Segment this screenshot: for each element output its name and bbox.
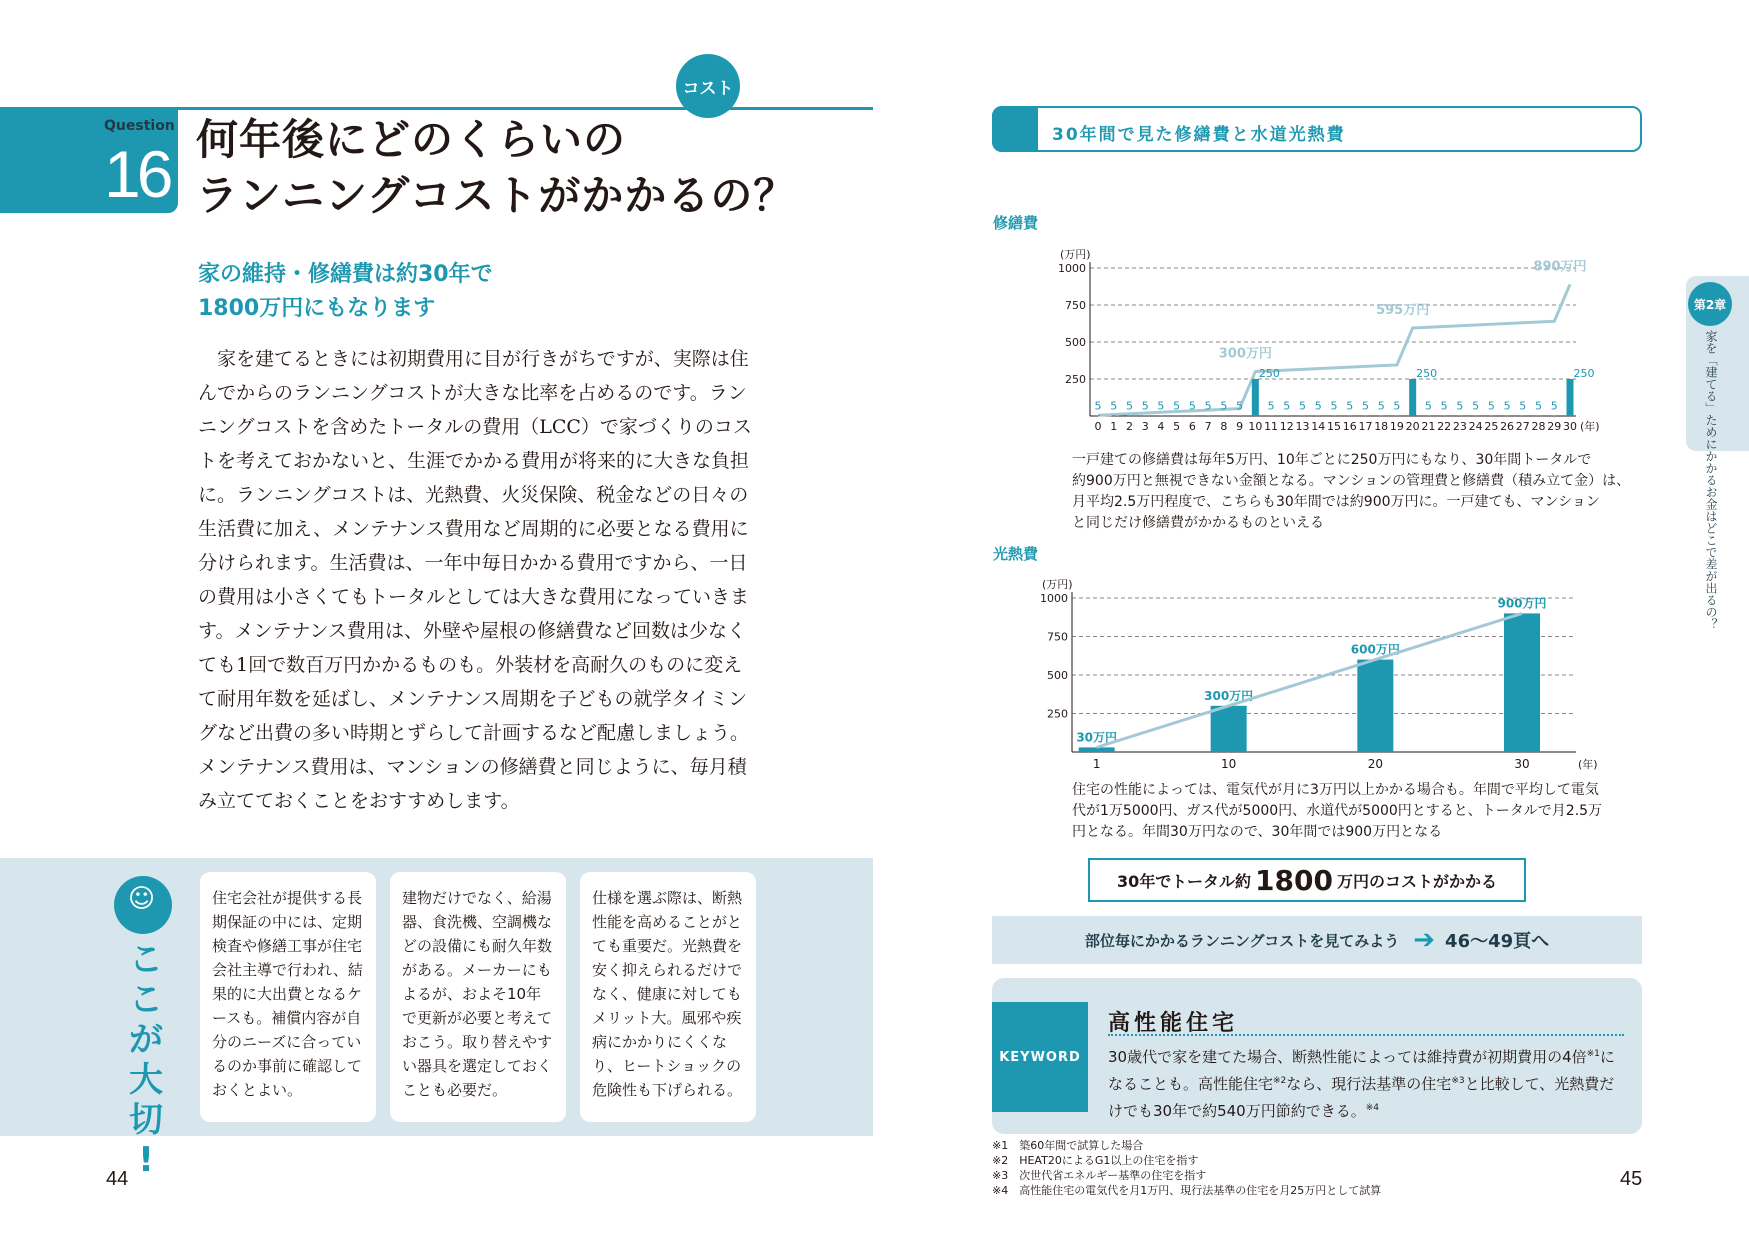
bar [1285,415,1289,416]
bar-value-label: 5 [1220,399,1228,413]
trend-line [1097,613,1522,747]
keyword-text [1108,1042,1628,1123]
y-tick-label: 1000 [1058,262,1086,275]
bar-value-label: 300万円 [1204,688,1254,703]
caption-line: 代が1万5000円、ガス代が5000円、水道代が5000円とすると、トータルで月2.5万 [1072,803,1603,819]
bar-value-label: 5 [1503,399,1511,413]
bar [1211,706,1247,752]
bar-value-label: 5 [1094,399,1102,413]
bar [1395,415,1399,416]
x-tick-label: 3 [1141,420,1149,433]
cross-reference-text: 部位毎にかかるランニングコストを見てみよう [1084,931,1400,950]
utility-cost-chart [1036,572,1616,772]
y-tick-label: 250 [1065,373,1086,386]
x-unit-label: (年) [1578,758,1598,771]
bar-value-label: 5 [1346,399,1354,413]
keyword-label: KEYWORD [992,1002,1088,1112]
tip-heading-char: 大 [129,1060,163,1100]
cross-reference-target[interactable]: 46〜49頁へ [1445,931,1550,952]
bar-value-label: 250 [1258,367,1280,380]
bar-value-label: 5 [1456,399,1464,413]
y-unit-label: (万円) [1042,578,1073,591]
bar-value-label: 30万円 [1076,730,1118,745]
utility-caption [1072,780,1602,843]
x-tick-label: 27 [1515,420,1530,433]
bar-value-label: 5 [1173,399,1181,413]
bar [1567,379,1574,416]
x-tick-label: 9 [1236,420,1244,433]
caption-line: と同じだけ修繕費がかかるものといえる [1072,515,1324,531]
footnotes [992,1138,1381,1198]
y-tick-label: 1000 [1040,592,1068,605]
section-header-text: 30年間で見た修繕費と水道光熱費 [1052,125,1346,145]
body-line: ニングコストを含めたトータルの費用（LCC）で家づくりのコス [198,416,752,438]
x-tick-label: 29 [1547,420,1562,433]
body-line: 生活費に加え、メンテナンス費用など周期的に必要となる費用に [198,518,749,540]
bar-value-label: 5 [1110,399,1118,413]
x-tick-label: 7 [1204,420,1212,433]
repair-section-label: 修繕費 [993,214,1039,232]
bar-value-label: 5 [1299,399,1307,413]
x-tick-label: 18 [1374,420,1389,433]
y-tick-label: 750 [1047,630,1068,644]
bar [1252,379,1259,416]
x-tick-label: 1 [1092,757,1101,771]
title-line-1: 何年後にどのくらいの [196,115,627,164]
keyword-text-part: と比較して、光熱 [1464,1075,1585,1093]
cross-reference-band[interactable] [992,916,1642,964]
bar [1409,379,1416,416]
bar [1521,415,1525,416]
chapter-badge: 第2章 [1688,282,1732,326]
tip-heading-char: 切 [129,1100,163,1140]
x-unit-label: (年) [1580,420,1600,433]
y-tick-label: 750 [1065,299,1086,312]
bar-value-label: 5 [1472,399,1480,413]
body-line: ても1回で数百万円かかるものも。外装材を高耐久のものに変え [198,654,743,676]
x-tick-label: 23 [1452,420,1467,433]
bar-value-label: 5 [1236,399,1244,413]
x-tick-label: 30 [1514,757,1530,771]
footnote: ※1 築60年間で試算した場合 [992,1139,1144,1152]
bar-value-label: 5 [1188,399,1196,413]
tip-box-3: 仕様を選ぶ際は、断熱性能を高めることがとても重要だ。光熱費を安く抑えられるだけでなく、健康に対してもメリット大。風邪や疾病にかかりにくくなり、ヒートショックの危険性も下げられる。 [580,872,756,1122]
bar [1079,747,1115,752]
bar-value-label: 5 [1535,399,1543,413]
bar [1096,415,1100,416]
bar-value-label: 900万円 [1497,596,1547,611]
x-tick-label: 20 [1405,420,1420,433]
x-tick-label: 1 [1110,420,1118,433]
bar-value-label: 600万円 [1350,642,1400,657]
caption-line: 円となる。年間30万円なので、30年間では900万円となる [1072,824,1443,840]
bar [1505,415,1509,416]
x-tick-label: 20 [1367,757,1383,771]
bar-value-label: 5 [1314,399,1322,413]
bar-value-label: 5 [1283,399,1291,413]
bar [1269,415,1273,416]
tip-heading [126,940,166,1180]
bar [1348,415,1352,416]
bar-value-label: 250 [1573,367,1595,380]
x-tick-label: 2 [1125,420,1133,433]
x-tick-label: 8 [1220,420,1228,433]
tip-heading-char: が [129,1020,163,1060]
bar [1504,613,1540,752]
bar-value-label: 5 [1487,399,1495,413]
body-line: 家を建てるときには初期費用に目が行きがちですが、実際は住 [198,348,749,370]
body-line: んでからのランニングコストが大きな比率を占めるのです。ラン [198,382,747,404]
total-suffix: 万円のコストがかかる [1336,871,1497,891]
x-tick-label: 5 [1173,420,1181,433]
bar-value-label: 5 [1141,399,1149,413]
y-tick-label: 500 [1065,336,1086,349]
bar [1127,415,1131,416]
x-tick-label: 11 [1264,420,1279,433]
bar-value-label: 5 [1440,399,1448,413]
x-tick-label: 30 [1563,420,1577,433]
x-tick-label: 10 [1221,757,1237,771]
x-tick-label: 10 [1248,420,1263,433]
bar-value-label: 5 [1125,399,1133,413]
x-tick-label: 14 [1311,420,1326,433]
x-tick-label: 19 [1389,420,1404,433]
section-header-tab [992,106,1038,152]
bar-value-label: 5 [1550,399,1558,413]
x-tick-label: 0 [1094,420,1102,433]
bar-value-label: 5 [1424,399,1432,413]
total-amount: 1800 [1255,863,1333,897]
body-line: 分けられます。生活費は、一年中毎日かかる費用ですから、一日 [198,552,748,574]
bar [1426,415,1430,416]
body-text [198,342,760,818]
bar-value-label: 5 [1267,399,1275,413]
bar [1357,660,1393,752]
tip-box-1: 住宅会社が提供する長期保証の中には、定期検査や修繕工事が住宅会社主導で行われ、結果的に大出費となるケースも。補償内容が自分のニーズに合っているのか事前に確認しておくとよい。 [200,872,376,1122]
bar [1159,415,1163,416]
utility-section-label: 光熱費 [993,545,1039,563]
repair-caption [1072,450,1630,534]
x-tick-label: 25 [1484,420,1499,433]
bar [1442,415,1446,416]
footnote-ref: ※4 [1365,1103,1380,1113]
footnote-ref: ※1 [1586,1049,1600,1059]
keyword-text-part: になることも。高性能住宅 [1108,1048,1615,1093]
cumulative-label: 890万円 [1533,259,1587,275]
bar-value-label: 5 [1330,399,1338,413]
bar [1552,415,1556,416]
face-icon: ☺ [128,884,156,914]
tip-heading-char: こ [129,980,163,1020]
body-line: み立てておくことをおすすめします。 [198,790,520,812]
caption-line: 一戸建ての修繕費は毎年5万円、10年ごとに250万円にもなり、30年間トータルで [1072,452,1592,468]
footnote: ※4 高性能住宅の電気代を月1万円、現行法基準の住宅を月25万円として試算 [992,1184,1382,1197]
question-number: 16 [104,137,170,211]
bar [1238,415,1242,416]
bar [1458,415,1462,416]
x-tick-label: 22 [1437,420,1452,433]
x-tick-label: 6 [1188,420,1196,433]
cumulative-line [1098,284,1570,415]
bar [1206,415,1210,416]
keyword-text-part: 30歳代で家を建てた場合、断熱性能によっては維持費が初期費用の4倍 [1108,1048,1587,1066]
bar [1112,415,1116,416]
x-tick-label: 4 [1157,420,1165,433]
y-tick-label: 250 [1047,707,1068,721]
keyword-text-part: 費だけでも30年で約540万円節約できる。 [1108,1075,1615,1120]
bar [1474,415,1478,416]
body-line: す。メンテナンス費用は、外壁や屋根の修繕費など回数は少なく [198,620,746,642]
keyword-text-part: なら、現行法基準の住宅 [1286,1075,1452,1093]
x-tick-label: 21 [1421,420,1436,433]
bar [1222,415,1226,416]
x-tick-label: 16 [1342,420,1357,433]
bar-value-label: 5 [1204,399,1212,413]
body-line: メンテナンス費用は、マンションの修繕費と同じように、毎月積 [198,756,747,778]
body-line: トを考えておかないと、生涯でかかる費用が将来的に大きな負担 [198,450,750,472]
bar-value-label: 5 [1377,399,1385,413]
bar [1316,415,1320,416]
tip-heading-char: こ [129,940,163,980]
tip-heading-char: ! [138,1140,154,1180]
keyword-title: 高性能住宅 [1108,1011,1239,1036]
x-tick-label: 28 [1531,420,1546,433]
y-tick-label: 500 [1047,669,1068,682]
x-tick-label: 12 [1279,420,1294,433]
keyword-divider [1108,1034,1624,1036]
bar [1489,415,1493,416]
y-unit-label: (万円) [1060,248,1091,261]
footnote: ※2 HEAT20によるG1以上の住宅を指す [992,1154,1199,1167]
page-title [196,112,796,224]
footnote: ※3 次世代省エネルギー基準の住宅を指す [992,1169,1207,1182]
cumulative-label: 300万円 [1218,346,1272,362]
total-prefix: 30年でトータル約 [1117,871,1251,891]
bar [1190,415,1194,416]
x-tick-label: 15 [1327,420,1341,433]
subheading [198,258,493,326]
bar [1379,415,1383,416]
repair-cost-chart [1036,242,1616,442]
footnote-ref: ※3 [1451,1076,1465,1086]
x-tick-label: 13 [1295,420,1310,433]
page-number-right: 45 [1620,1168,1643,1190]
x-tick-label: 17 [1358,420,1373,433]
caption-line: 約900万円と無視できない金額となる。マンションの管理費と修繕費（積み立て金）は、 [1072,473,1631,489]
body-line: グなど出費の多い時期とずらして計画するなど配慮しましょう。 [198,722,750,744]
footnote-ref: ※2 [1273,1076,1287,1086]
subheading-line-2: 1800万円にもなります [198,296,436,321]
subheading-line-1: 家の維持・修繕費は約30年で [198,262,493,287]
arrow-right-icon: ➔ [1413,925,1436,955]
bar-value-label: 5 [1519,399,1527,413]
bar [1301,415,1305,416]
tip-box-2: 建物だけでなく、給湯器、食洗機、空調機などの設備にも耐久年数がある。メーカーにもよるが、およそ10年で更新が必要と考えておこう。取り替えやすい器具を選定しておくことも必要だ。 [390,872,566,1122]
caption-line: 住宅の性能によっては、電気代が月に3万円以上かかる場合も。年間で平均して電気 [1072,782,1599,798]
cumulative-label: 595万円 [1376,302,1430,318]
caption-line: 月平均2.5万円程度で、こちらも30年間では約900万円に。一戸建ても、マンション [1072,494,1600,510]
title-line-2: ランニングコストがかかるの？ [196,171,797,220]
body-line: に。ランニングコストは、光熱費、火災保険、税金などの日々の [198,484,749,506]
bar-value-label: 5 [1157,399,1165,413]
x-tick-label: 26 [1500,420,1515,433]
bar [1332,415,1336,416]
question-label: Question [104,118,175,134]
x-tick-label: 24 [1468,420,1483,433]
body-line: の費用は小さくてもトータルとしては大きな費用になっていきま [198,586,750,608]
chapter-side-text: 家を「建てる」ためにかかるお金はどこで差が出るの？ [1704,330,1718,630]
bar [1537,415,1541,416]
bar-value-label: 5 [1393,399,1401,413]
bar-value-label: 5 [1361,399,1369,413]
bar [1175,415,1179,416]
bar-value-label: 250 [1416,367,1438,380]
page-number-left: 44 [106,1168,129,1190]
bar [1143,415,1147,416]
total-cost-box [1088,858,1526,902]
cost-badge: コスト [676,54,740,118]
body-line: て耐用年数を延ばし、メンテナンス周期を子どもの就学タイミン [198,688,748,710]
bar [1363,415,1367,416]
